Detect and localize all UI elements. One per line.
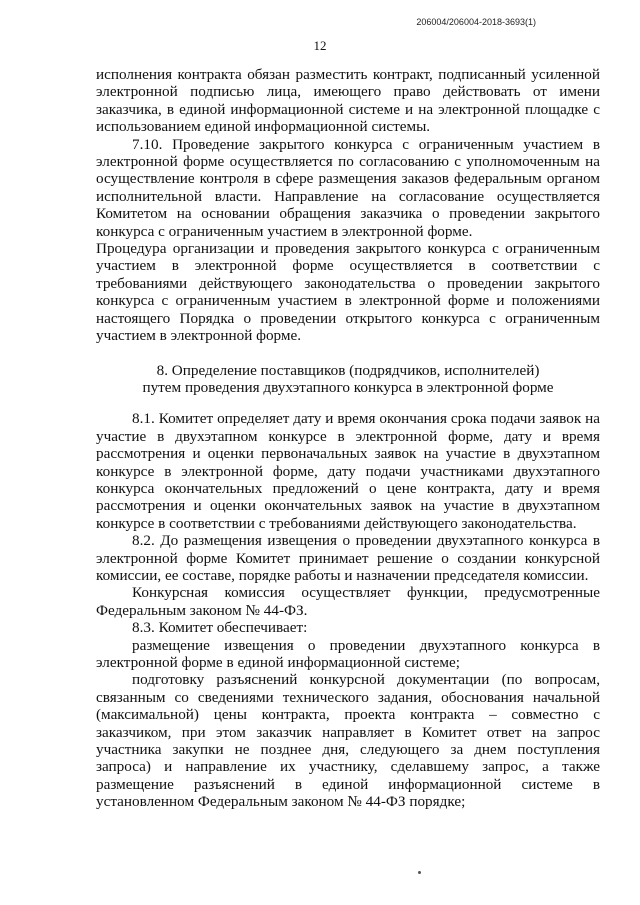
section-heading-line-1: 8. Определение поставщиков (подрядчиков, исполнителей) (156, 361, 540, 379)
paragraph-clarifications: подготовку разъяснений конкурсной документации (по вопросам, связанным со сведениями технического задания, обоснования начальной (максимальной) цены контракта, проекта контракта – совместно с заказчиком, при этом заказчик направляет в Комитет ответ на запрос участника закупки не позднее дня, следующего за днем поступления запроса) и направление их участнику, сделавшему запрос, а также размещение разъяснений в единой информационной системе в установленном Федеральным законом № 44-ФЗ порядке; (96, 671, 600, 811)
page-number: 12 (313, 38, 327, 53)
scan-dot (418, 871, 421, 874)
paragraph-8-3: 8.3. Комитет обеспечивает: (132, 619, 308, 637)
paragraph-procedure: Процедура организации и проведения закрытого конкурса с ограниченным участием в электронной форме осуществляется в соответствии с требованиями действующего законодательства о проведении закрытого конкурса с ограниченным участием в электронной форме и положениями настоящего Порядка о проведении открытого конкурса с ограниченным участием в электронной форме. (96, 240, 600, 345)
paragraph-notice: размещение извещения о проведении двухэтапного конкурса в электронной форме в единой информационной системе; (96, 636, 600, 671)
section-heading-line-2: путем проведения двухэтапного конкурса в электронной форме (142, 378, 554, 396)
document-body (96, 66, 600, 811)
document-id: 206004/206004-2018-3693(1) (416, 17, 536, 27)
paragraph-7-10: 7.10. Проведение закрытого конкурса с ограниченным участием в электронной форме осуществляется по согласованию с уполномоченным на осуществление контроля в сфере размещения заказов федеральным органом исполнительной власти. Направление на согласование осуществляется Комитетом на основании обращения заказчика о проведении закрытого конкурса с ограниченным участием в электронной форме. (96, 135, 600, 240)
paragraph-8-2: 8.2. До размещения извещения о проведении двухэтапного конкурса в электронной форме Комитет принимает решение о создании конкурсной комиссии, ее составе, порядке работы и назначении председателя комиссии. (96, 532, 600, 584)
paragraph-8-1: 8.1. Комитет определяет дату и время окончания срока подачи заявок на участие в двухэтапном конкурсе в электронной форме, дату и время рассмотрения и оценки первоначальных заявок на участие в двухэтапном конкурсе в электронной форме, дату подачи участниками двухэтапного конкурса окончательных предложений о цене контракта, дату и время рассмотрения и оценки окончательных заявок на участие в двухэтапном конкурсе в соответствии с требованиями действующего законодательства. (96, 410, 600, 532)
paragraph-continuation: исполнения контракта обязан разместить контракт, подписанный усиленной электронной подписью лица, имеющего право действовать от имени заказчика, в единой информационной системе и на электронной площадке с использованием единой информационной системы. (96, 66, 600, 136)
section-heading-8 (96, 362, 600, 397)
paragraph-commission: Конкурсная комиссия осуществляет функции, предусмотренные Федеральным законом № 44-ФЗ. (96, 584, 600, 619)
